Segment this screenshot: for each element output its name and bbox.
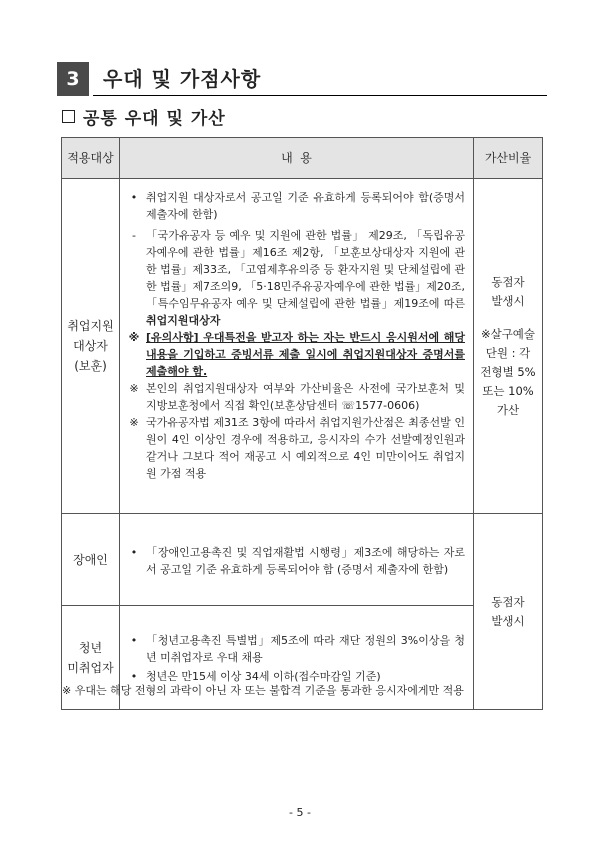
header-content: 내 용	[120, 138, 474, 179]
section-number: 3	[57, 62, 89, 96]
list-item: ※ 본인의 취업지원대상자 여부와 가산비율은 사전에 국가보훈처 및 지방보훈청에서 직접 확인(보훈상담센터 ☏1577-0606)	[129, 382, 465, 412]
table-row-veterans	[62, 179, 543, 514]
subsection-heading	[62, 108, 226, 130]
header-target: 적용대상	[62, 138, 120, 179]
list-item: • 취업지원 대상자로서 공고일 기준 유효하게 등록되어야 함(증명서 제출자에 한함)	[130, 191, 465, 221]
list-item: • 청년은 만15세 이상 34세 이하(접수마감일 기준)	[130, 670, 381, 683]
rate-cell: 동점자 발생시 ※살구예술 단원 : 각 전형별 5% 또는 10% 가산	[474, 179, 543, 514]
section-heading	[57, 62, 547, 96]
section-underline	[93, 95, 547, 96]
table-header-row	[62, 138, 543, 179]
content-cell	[120, 514, 474, 606]
target-cell: 청년 미취업자	[62, 606, 120, 710]
list-item: • 「장애인고용촉진 및 직업재활법 시행령」제3조에 해당하는 자로서 공고일 기준 유효하게 등록되어야 함 (증명서 제출자에 한함)	[130, 545, 465, 576]
list-item: - 「국가유공자 등 예우 및 지원에 관한 법률」 제29조, 「독립유공자예우에 관한 법률」제16조 제2항, 「보훈보상대상자 지원에 관한 법률」제33조, 「고엽제후유의증 등 환자지원 및 단체설립에 관한 법률」제7조의9, 「5·18민주유공자예우에 관한 법률」제20조, 「특수임무유공자 예우 및 단체설립에 관한 법률」제19조에 따른 취업지원대상자	[132, 229, 465, 327]
header-rate: 가산비율	[474, 138, 543, 179]
target-cell: 장애인	[62, 514, 120, 606]
target-cell: 취업지원 대상자 (보훈)	[62, 179, 120, 514]
subsection-title: 공통 우대 및 가산	[83, 109, 226, 129]
rate-cell: 동점자 발생시	[474, 514, 543, 710]
page-number: - 5 -	[289, 806, 311, 819]
list-item: ※ [유의사항] 우대특전을 받고자 하는 자는 반드시 응시원서에 해당내용을 기입하고 증빙서류 제출 일시에 취업지원대상자 증명서를 제출해야 함.	[128, 331, 465, 378]
list-item: • 「청년고용촉진 특별법」제5조에 따라 재단 정원의 3%이상을 청년 미취업자로 우대 채용	[130, 634, 465, 664]
list-item: ※ 국가유공자법 제31조 3항에 따라서 취업지원가산점은 최종선발 인원이 4인 이상인 경우에 적용하고, 응시자의 수가 선발예정인원과 같거나 그보다 적어 재공고 시 예외적으로 4인 미만이어도 취업지원 가점 적용	[129, 416, 465, 480]
section-title: 우대 및 가점사항	[103, 67, 262, 91]
content-cell	[120, 179, 474, 514]
footnote: ※ 우대는 해당 전형의 과락이 아닌 자 또는 불합격 기준을 통과한 응시자에게만 적용	[62, 684, 464, 697]
preference-table	[61, 137, 543, 710]
table-row-disabled	[62, 514, 543, 606]
checkbox-square-icon	[62, 110, 75, 123]
